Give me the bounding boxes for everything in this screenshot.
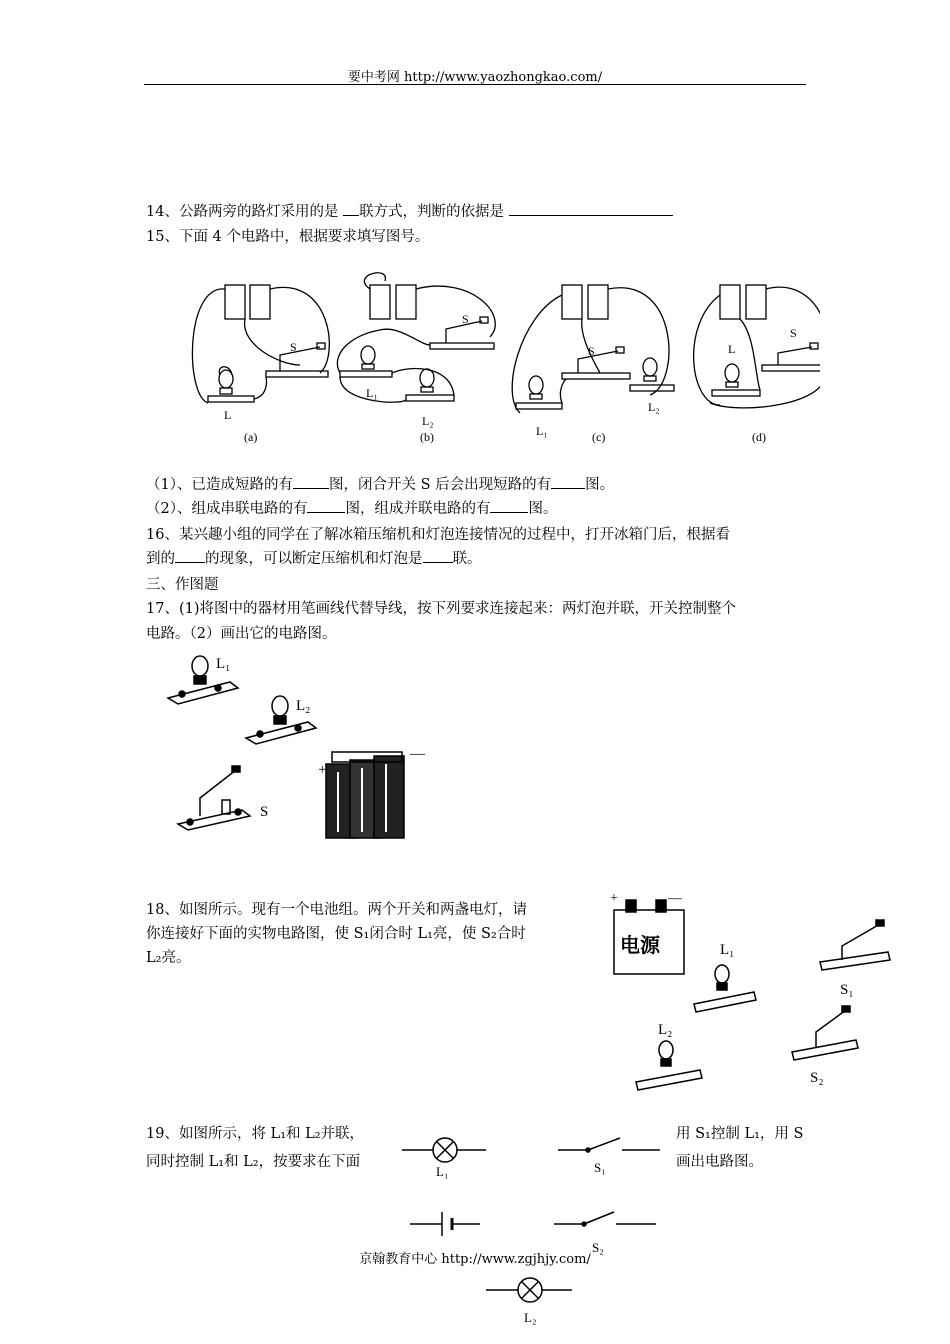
q15-sub1-text-c: 图。	[585, 477, 615, 493]
q15-sub-2	[146, 497, 557, 521]
q15-circuit-figure	[180, 255, 820, 455]
circuit-a	[192, 285, 329, 403]
q18-line-1: 18、如图所示。现有一个电池组。两个开关和两盏电灯，请	[146, 902, 527, 918]
q19-right-line-2: 画出电路图。	[676, 1154, 763, 1170]
q18-switch-S1	[820, 920, 890, 970]
question-14	[146, 200, 673, 224]
q15-sub2-text-b: 图，组成并联电路的有	[345, 501, 491, 517]
q17-label-L2: L₂	[296, 698, 311, 714]
q14-text-2: 联方式，判断的依据是	[359, 204, 509, 220]
circuit-d	[694, 285, 820, 408]
q18-apparatus-figure	[604, 888, 894, 1093]
caption-a: (a)	[244, 430, 258, 444]
label-d-L: L	[728, 342, 736, 356]
q18-label-plus: +	[610, 891, 618, 906]
q17-battery	[326, 752, 404, 838]
q19-label-S2: S₂	[592, 1240, 604, 1255]
q16-blank-2[interactable]	[423, 548, 453, 563]
q15-sub1-blank-2[interactable]	[551, 474, 585, 489]
q19-label-S1: S₁	[594, 1160, 606, 1175]
q17-line-2: 电路。（2）画出它的电路图。	[146, 626, 337, 642]
q14-text-1: 14、公路两旁的路灯采用的是	[146, 204, 344, 220]
caption-b: (b)	[420, 430, 434, 444]
q17-apparatus-figure	[160, 648, 440, 858]
q14-blank-1[interactable]	[343, 201, 359, 216]
q15-sub1-text-a: （1）、已造成短路的有	[146, 477, 293, 493]
q15-sub1-blank-1[interactable]	[293, 474, 329, 489]
q15-sub2-text-a: （2）、组成串联电路的有	[146, 501, 308, 517]
q15-sub1-text-b: 图，闭合开关 S 后会出现短路的有	[328, 477, 552, 493]
q16-line-1: 16、某兴趣小组的同学在了解冰箱压缩机和灯泡连接情况的过程中，打开冰箱门后，根据看	[146, 527, 730, 543]
q18-label-S2: S₂	[810, 1070, 824, 1086]
question-15-stem: 15、下面 4 个电路中，根据要求填写图号。	[146, 229, 430, 245]
label-d-S: S	[790, 326, 797, 340]
q16-blank-1[interactable]	[175, 548, 205, 563]
q17-label-L1: L₁	[216, 656, 231, 672]
q14-blank-2[interactable]	[509, 201, 673, 216]
label-c-L1: L₁	[536, 424, 548, 438]
q17-line-1: 17、(1)将图中的器材用笔画线代替导线，按下列要求连接起来：两灯泡并联，开关控制整个	[146, 601, 736, 617]
section-3-title: 三、作图题	[146, 577, 219, 593]
q16-text-b: 的现象，可以断定压缩机和灯泡是	[205, 551, 423, 567]
q19-lamp-L1-symbol	[402, 1138, 486, 1162]
q17-label-minus: —	[410, 746, 425, 762]
circuit-b	[337, 273, 495, 402]
label-c-L2: L₂	[648, 400, 660, 414]
q18-switch-S2	[792, 1006, 858, 1060]
q15-sub2-blank-1[interactable]	[307, 498, 345, 513]
q18-line-2: 你连接好下面的实物电路图，使 S₁闭合时 L₁亮，使 S₂合时	[146, 926, 526, 942]
q18-lamp-L1	[694, 965, 756, 1012]
caption-d: (d)	[752, 430, 766, 444]
label-a-S: S	[290, 340, 297, 354]
label-b-L1: L₁	[366, 386, 378, 400]
q19-right-line-1: 用 S₁控制 L₁，用 S	[676, 1126, 804, 1142]
q18-label-L1: L₁	[720, 942, 735, 958]
label-c-S: S	[588, 344, 595, 358]
q17-switch-S	[178, 766, 250, 830]
label-b-S: S	[462, 312, 469, 326]
q19-label-L1: L₁	[436, 1164, 449, 1179]
q19-switch-S1-symbol	[558, 1138, 660, 1152]
q19-label-L2: L₂	[524, 1310, 537, 1325]
label-a-L: L	[224, 408, 232, 422]
q16-line-2	[146, 547, 482, 571]
q19-symbols-figure	[390, 1130, 680, 1330]
q19-left-line-2: 同时控制 L₁和 L₂，按要求在下面	[146, 1154, 361, 1170]
q18-power-label: 电源	[620, 935, 660, 957]
page-footer: 京翰教育中心 http://www.zgjhjy.com/	[359, 1252, 591, 1267]
q19-switch-S2-symbol	[554, 1212, 656, 1226]
label-b-L2: L₂	[422, 414, 434, 428]
page-header: 要中考网 http://www.yaozhongkao.com/	[347, 70, 603, 85]
q15-sub2-text-c: 图。	[528, 501, 558, 517]
q18-lamp-L2	[636, 1041, 702, 1090]
q16-text-c: 联。	[452, 551, 482, 567]
q17-label-S: S	[260, 804, 269, 820]
header-divider	[144, 84, 806, 85]
q19-lamp-L2-symbol	[486, 1278, 572, 1302]
caption-c: (c)	[592, 430, 606, 444]
q18-label-minus: —	[668, 891, 682, 906]
q16-text-a: 到的	[146, 551, 175, 567]
q18-label-L2: L₂	[658, 1022, 673, 1038]
q15-sub2-blank-2[interactable]	[490, 498, 528, 513]
q19-battery-symbol	[410, 1212, 480, 1236]
q17-label-plus: +	[318, 762, 327, 778]
q18-line-3: L₂亮。	[146, 950, 191, 966]
q19-left-line-1: 19、如图所示，将 L₁和 L₂并联，	[146, 1126, 365, 1142]
q15-sub-1	[146, 473, 614, 497]
q18-label-S1: S₁	[840, 982, 854, 998]
